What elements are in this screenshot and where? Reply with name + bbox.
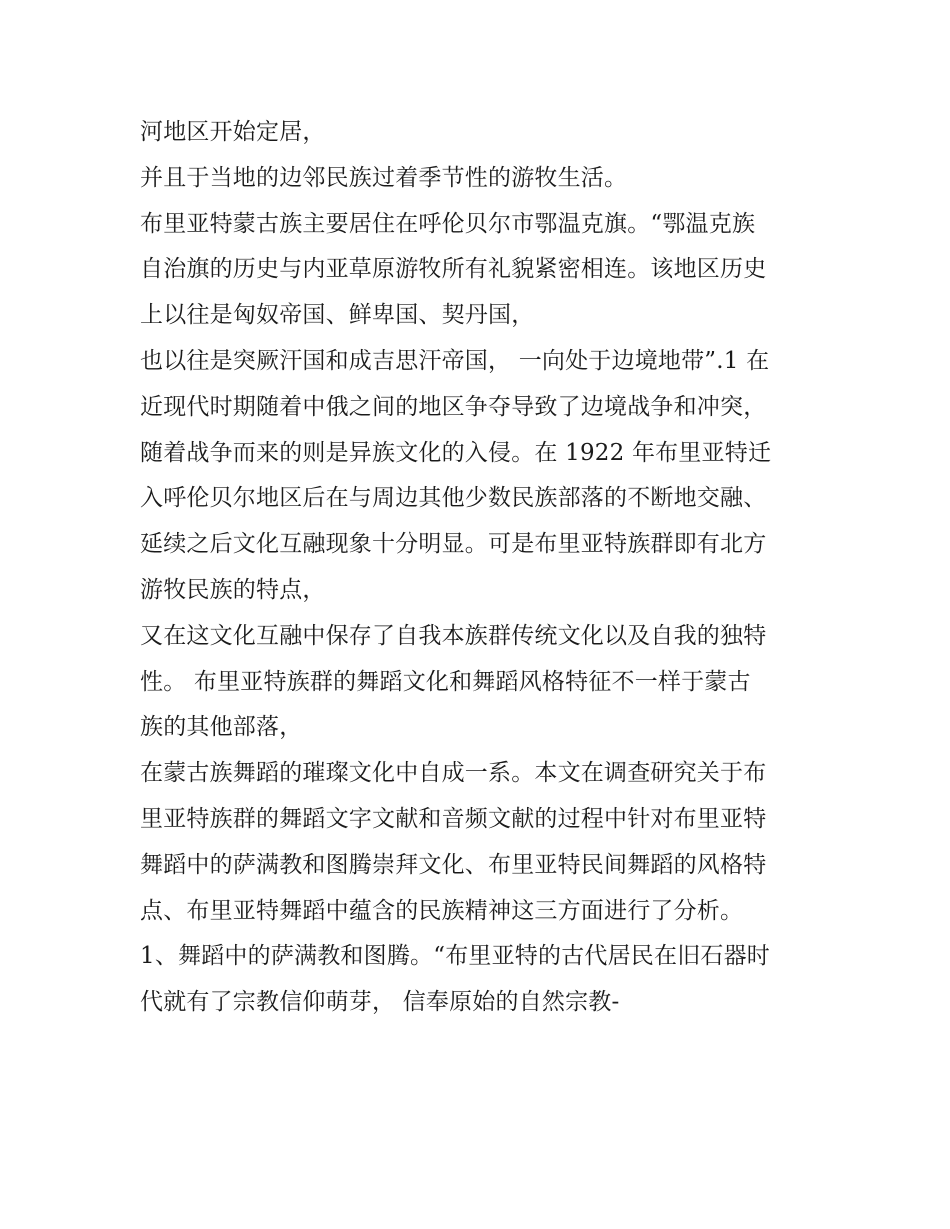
text-line: 延续之后文化互融现象十分明显。可是布里亚特族群即有北方 [140,531,767,558]
text-line: 河地区开始定居， [140,119,326,145]
text-line: 随着战争而来的则是异族文化的入侵。在 1922 年布里亚特迁 [140,439,772,466]
text-line: 也以往是突厥汗国和成吉思汗帝国， 一向处于边境地带”.1 在 [140,347,770,374]
text-line: 布里亚特蒙古族主要居住在呼伦贝尔市鄂温克旗。“鄂温克族 [140,210,756,237]
text-line: 自治旗的历史与内亚草原游牧所有礼貌紧密相连。该地区历史 [140,256,767,283]
text-line: 又在这文化互融中保存了自我本族群传统文化以及自我的独特 [140,622,767,649]
text-line: 族的其他部落， [140,714,303,741]
text-line: 近现代时期随着中俄之间的地区争夺导致了边境战争和冲突， [140,393,767,420]
text-line: 入呼伦贝尔地区后在与周边其他少数民族部落的不断地交融、 [140,485,767,512]
text-line: 点、布里亚特舞蹈中蕴含的民族精神这三方面进行了分析。 [140,897,744,924]
text-line: 上以往是匈奴帝国、鲜卑国、契丹国， [140,302,535,329]
text-line: 1、舞蹈中的萨满教和图腾。“布里亚特的古代居民在旧石器时 [140,943,770,970]
text-line: 性。 布里亚特族群的舞蹈文化和舞蹈风格特征不一样于蒙古 [140,668,751,695]
text-line: 舞蹈中的萨满教和图腾崇拜文化、布里亚特民间舞蹈的风格特 [140,851,767,878]
body-text [140,110,830,1026]
text-line: 里亚特族群的舞蹈文字文献和音频文献的过程中针对布里亚特 [140,805,767,832]
text-line: 游牧民族的特点， [140,576,326,603]
text-line: 代就有了宗教信仰萌芽， 信奉原始的自然宗教- [140,989,620,1016]
text-line: 并且于当地的边邻民族过着季节性的游牧生活。 [140,164,628,191]
text-line: 在蒙古族舞蹈的璀璨文化中自成一系。本文在调查研究关于布 [140,760,767,787]
